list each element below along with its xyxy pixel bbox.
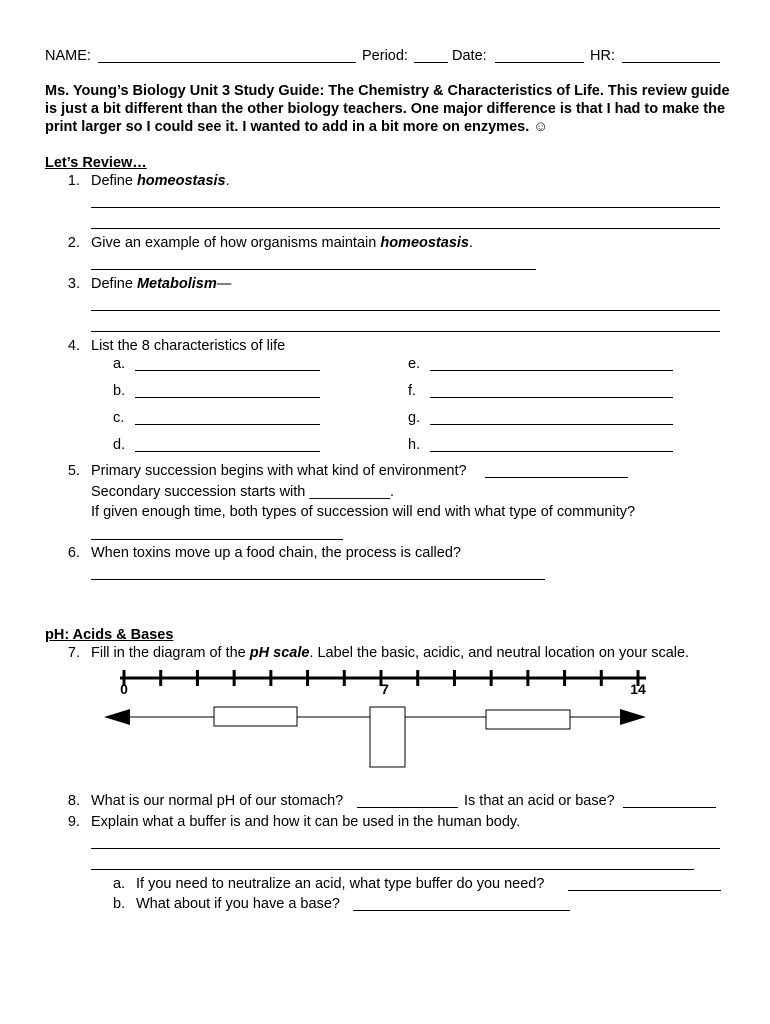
- q5-line-2-text: Secondary succession starts with: [91, 484, 306, 500]
- q3-term: Metabolism: [136, 276, 217, 292]
- review-heading: Let’s Review…: [45, 155, 147, 171]
- q1-text: [91, 172, 230, 190]
- q4-blank-f[interactable]: [430, 397, 673, 398]
- q2-term: homeostasis: [380, 235, 469, 251]
- q2-answer-line[interactable]: [91, 269, 536, 270]
- q4-blank-g[interactable]: [430, 424, 673, 425]
- q4-blank-c[interactable]: [135, 424, 320, 425]
- q1-term: homeostasis: [136, 173, 226, 189]
- q3-prefix: Define: [91, 276, 137, 292]
- neutral-label-box[interactable]: [370, 707, 405, 767]
- q4-letter-h: h.: [408, 437, 421, 453]
- q7-suffix: . Label the basic, acidic, and neutral location on your scale.: [309, 645, 690, 661]
- ph-label-0: 0: [120, 681, 128, 697]
- q4-letter-d: d.: [113, 437, 126, 453]
- q9-answer-line-2[interactable]: [91, 869, 694, 870]
- q9-answer-line-1[interactable]: [91, 848, 720, 849]
- q4-blank-h[interactable]: [430, 451, 673, 452]
- ph-heading: pH: Acids & Bases: [45, 627, 174, 643]
- q7-number: 7.: [67, 645, 80, 661]
- period-blank[interactable]: [414, 62, 448, 63]
- ph-label-7: 7: [381, 681, 389, 697]
- date-blank[interactable]: [495, 62, 584, 63]
- q6-number: 6.: [67, 545, 80, 561]
- q1-prefix: Define: [91, 173, 137, 189]
- q4-text: List the 8 characteristics of life: [91, 338, 286, 354]
- hr-blank[interactable]: [622, 62, 720, 63]
- q3-text: [91, 275, 231, 293]
- q4-letter-c: c.: [113, 410, 125, 426]
- q4-number: 4.: [67, 338, 80, 354]
- q1-number: 1.: [67, 173, 80, 189]
- q9a-blank[interactable]: [568, 890, 721, 891]
- q8-text-2: Is that an acid or base?: [464, 793, 615, 809]
- q4-letter-g: g.: [408, 410, 421, 426]
- q9b-text: What about if you have a base?: [136, 896, 340, 912]
- hr-label: HR:: [590, 48, 615, 64]
- q9-number: 9.: [67, 814, 80, 830]
- left-arrowhead-icon: [104, 709, 130, 725]
- name-label: NAME:: [45, 48, 91, 64]
- q4-letter-e: e.: [408, 356, 421, 372]
- ph-label-14: 14: [630, 681, 646, 697]
- q4-letter-b: b.: [113, 383, 126, 399]
- date-label: Date:: [452, 48, 487, 64]
- q2-text: [91, 234, 473, 252]
- q7-prefix: Fill in the diagram of the: [91, 645, 250, 661]
- q5-blank-community[interactable]: [91, 539, 343, 540]
- acidic-label-box[interactable]: [214, 707, 297, 726]
- q8-number: 8.: [67, 793, 80, 809]
- intro-paragraph: [45, 82, 735, 136]
- q8-blank-acid-base[interactable]: [623, 807, 716, 808]
- q2-number: 2.: [67, 235, 80, 251]
- q1-answer-line-2[interactable]: [91, 228, 720, 229]
- q3-suffix: —: [216, 276, 232, 292]
- q2-prefix: Give an example of how organisms maintain: [91, 235, 381, 251]
- q8-text-1: What is our normal pH of our stomach?: [91, 793, 344, 809]
- name-blank[interactable]: [98, 62, 356, 63]
- q4-blank-b[interactable]: [135, 397, 320, 398]
- q3-number: 3.: [67, 276, 80, 292]
- intro-text: Ms. Young’s Biology Unit 3 Study Guide: The Chemistry & Characteristics of Life. This review guide is just a bit different than the other biology teachers. One major difference is that I had to make the print larger so I could see it. I wanted to add in a bit more on enzymes.: [45, 83, 730, 135]
- ph-ruler: [120, 670, 646, 697]
- q2-suffix: .: [469, 235, 474, 251]
- basic-label-box[interactable]: [486, 710, 570, 729]
- q9b-blank[interactable]: [353, 910, 570, 911]
- q8-blank-stomach-ph[interactable]: [357, 807, 458, 808]
- q1-answer-line-1[interactable]: [91, 207, 720, 208]
- q4-blank-e[interactable]: [430, 370, 673, 371]
- ph-scale-diagram: [0, 660, 770, 775]
- q6-text: When toxins move up a food chain, the process is called?: [91, 545, 461, 561]
- q9a-letter: a.: [113, 876, 126, 892]
- smiley-icon: ☺: [533, 119, 549, 135]
- q5-line-1: Primary succession begins with what kind of environment?: [91, 463, 467, 479]
- q4-letter-f: f.: [408, 383, 417, 399]
- q4-blank-a[interactable]: [135, 370, 320, 371]
- q9-text: Explain what a buffer is and how it can be used in the human body.: [91, 814, 521, 830]
- period-label: Period:: [362, 48, 408, 64]
- right-arrowhead-icon: [620, 709, 646, 725]
- q4-letter-a: a.: [113, 356, 126, 372]
- q9a-text: If you need to neutralize an acid, what type buffer do you need?: [136, 876, 545, 892]
- q9b-letter: b.: [113, 896, 126, 912]
- q7-term: pH scale: [249, 645, 310, 661]
- q5-number: 5.: [67, 463, 80, 479]
- q5-line-3: If given enough time, both types of succession will end with what type of community?: [91, 504, 636, 520]
- q6-answer-line[interactable]: [91, 579, 545, 580]
- q5-blank-environment[interactable]: [485, 477, 628, 478]
- q4-blank-d[interactable]: [135, 451, 320, 452]
- q1-suffix: .: [225, 173, 230, 189]
- q5-blank-secondary[interactable]: __________.: [309, 484, 395, 500]
- q5-line-2: [91, 483, 394, 501]
- q3-answer-line-2[interactable]: [91, 331, 720, 332]
- q3-answer-line-1[interactable]: [91, 310, 720, 311]
